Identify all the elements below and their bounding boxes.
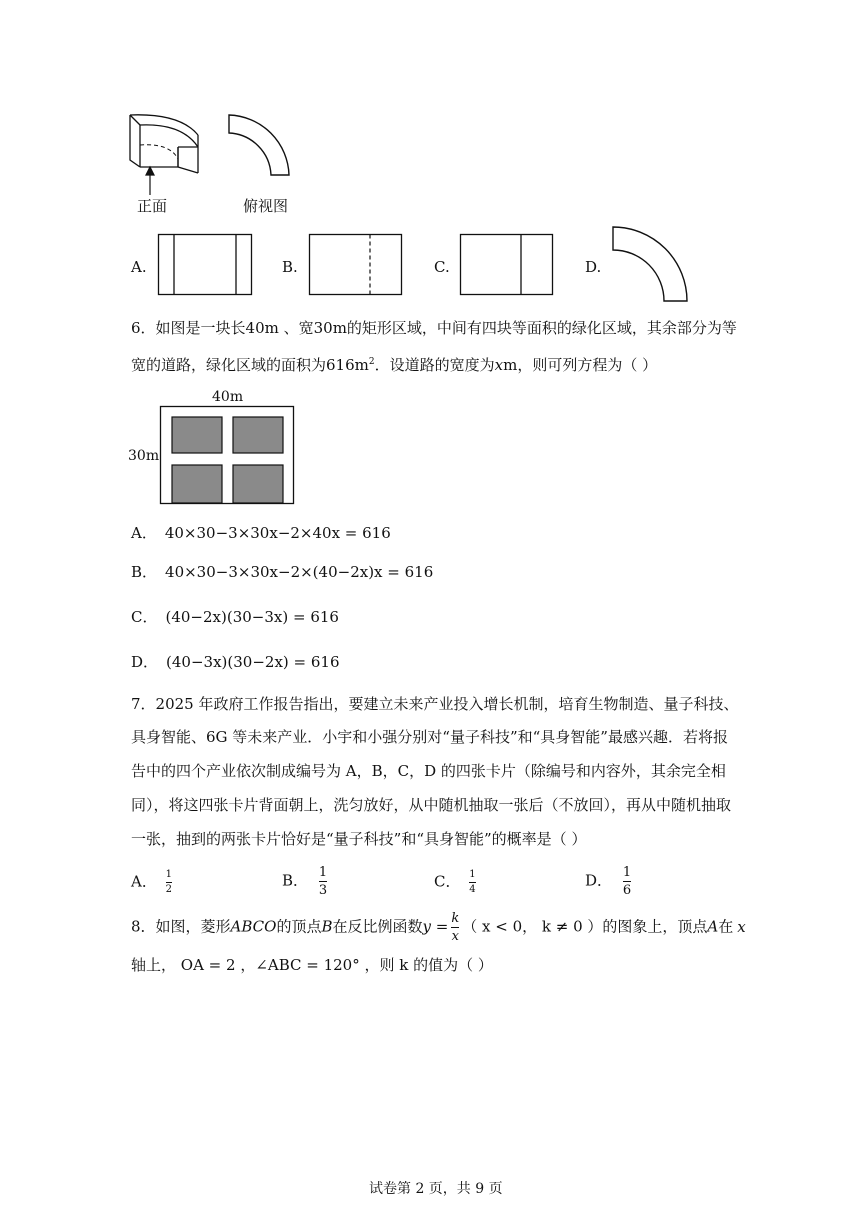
q6-option-d: D． (40−3x)(30−2x) = 616 bbox=[131, 653, 340, 671]
q6-option-c: C． (40−2x)(30−3x) = 616 bbox=[131, 608, 339, 626]
q6-rect-figure bbox=[160, 406, 295, 506]
option-c-label: C. bbox=[434, 258, 450, 276]
q7-line2: 具身智能、6G 等未来产业．小宇和小强分别对“量子科技”和“具身智能”最感兴趣．若将报 bbox=[131, 728, 728, 746]
q7-line1: 7．2025 年政府工作报告指出，要建立未来产业投入增长机制，培育生物制造、量子科技、 bbox=[131, 695, 739, 713]
top-view-figure bbox=[226, 112, 296, 182]
option-a-label: A. bbox=[131, 258, 147, 276]
q6-option-a: A． 40×30−3×30x−2×40x = 616 bbox=[131, 524, 391, 542]
option-d-figure bbox=[612, 226, 692, 306]
q6-fig-top-label: 40m bbox=[212, 389, 244, 405]
option-d-label: D. bbox=[585, 258, 602, 276]
page-footer: 试卷第 2 页，共 9 页 bbox=[369, 1181, 503, 1197]
q7-option-d: D． $\frac{1}{6}$ bbox=[585, 865, 632, 898]
q7-line4: 同），将这四张卡片背面朝上，洗匀放好，从中随机抽取一张后（不放回），再从中随机抽取 bbox=[131, 796, 732, 814]
q7-option-a: A． $\frac{1}{2}$ bbox=[131, 869, 172, 895]
q6-fig-left-label: 30m bbox=[128, 448, 160, 464]
q7-line3: 告中的四个产业依次制成编号为 A，B，C，D 的四张卡片（除编号和内容外，其余完全相 bbox=[131, 762, 726, 780]
option-c-figure bbox=[460, 234, 555, 296]
option-b-label: B. bbox=[282, 258, 298, 276]
top-view-label: 俯视图 bbox=[243, 197, 289, 215]
q6-option-b: B． 40×30−3×30x−2×(40−2x)x = 616 bbox=[131, 563, 434, 581]
option-b-figure bbox=[309, 234, 404, 296]
q8-line2: 轴上， OA = 2 ，∠ABC = 120° ，则 k 的值为（ ） bbox=[131, 956, 493, 974]
q7-line5: 一张，抽到的两张卡片恰好是“量子科技”和“具身智能”的概率是（ ） bbox=[131, 830, 587, 848]
q7-option-b: B． $\frac{1}{3}$ bbox=[282, 865, 328, 898]
option-a-figure bbox=[158, 234, 253, 296]
q8-line1: 8．如图，菱形ABCO的顶点B在反比例函数y = $\frac{k}{x}$ （ x < 0， k ≠ 0 ）的图象上，顶点A在 x bbox=[131, 911, 746, 944]
q7-option-c: C． $\frac{1}{4}$ bbox=[434, 869, 476, 895]
q6-line2: 宽的道路，绿化区域的面积为$616m^2$．设道路的宽度为xm，则可列方程为（ ） bbox=[131, 356, 658, 374]
q6-line1: 6．如图是一块长40m 、宽30m的矩形区域，中间有四块等面积的绿化区域，其余部分为等 bbox=[131, 319, 737, 337]
front-label: 正面 bbox=[137, 197, 168, 215]
